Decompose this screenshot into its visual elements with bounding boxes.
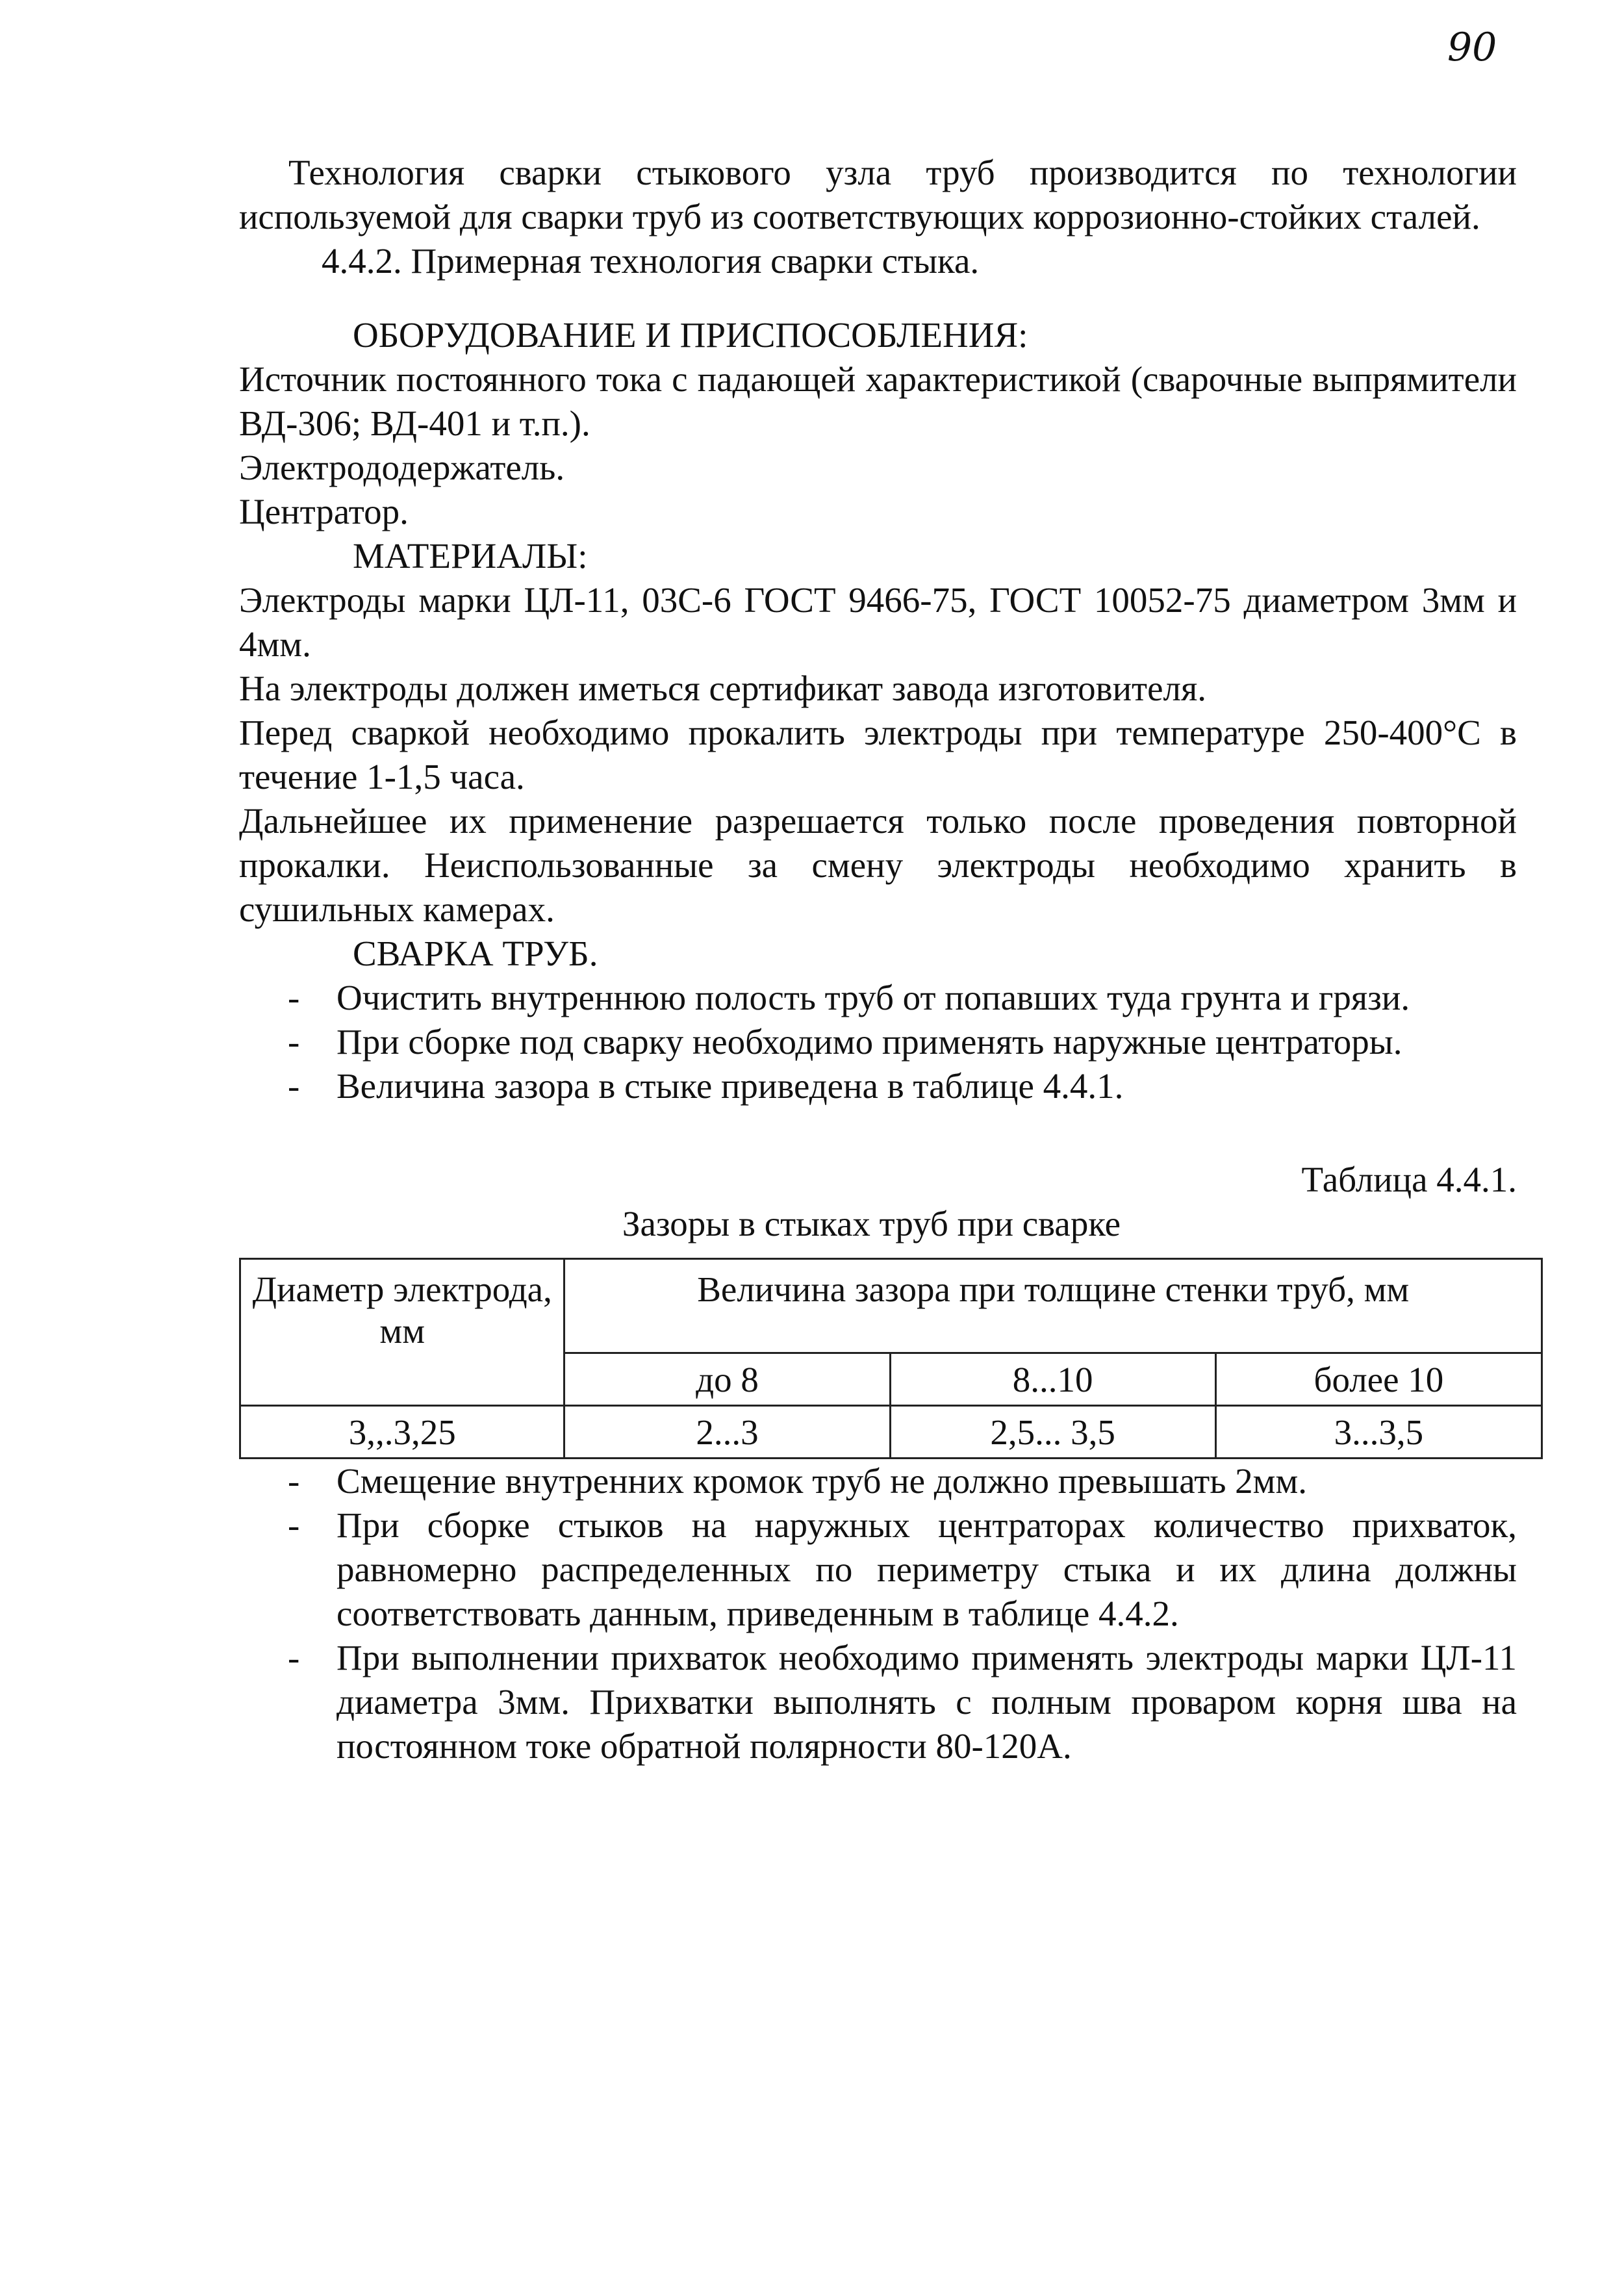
list-item-text: Смещение внутренних кромок труб не должно превышать 2мм.	[336, 1461, 1308, 1501]
subheader-cell: до 8	[565, 1353, 890, 1406]
subheader-cell: более 10	[1215, 1353, 1542, 1406]
materials-heading: МАТЕРИАЛЫ:	[353, 536, 588, 576]
welding-list-before	[239, 976, 1517, 1108]
list-item	[239, 976, 1517, 1020]
subheader-cell: 8...10	[890, 1353, 1215, 1406]
list-item	[239, 1064, 1517, 1108]
table-header-row	[240, 1259, 1542, 1353]
equipment-item: Центратор.	[239, 492, 409, 531]
table-caption	[239, 1158, 1517, 1246]
table-cell: 2,5... 3,5	[890, 1406, 1215, 1459]
table-row	[240, 1406, 1542, 1459]
list-item	[239, 1503, 1517, 1636]
table-cell: 3...3,5	[1215, 1406, 1542, 1459]
list-item	[239, 1459, 1517, 1503]
welding-list-after	[239, 1459, 1517, 1768]
section-title: 4.4.2. Примерная технология сварки стыка.	[322, 241, 980, 281]
dash-mark: -	[288, 1461, 300, 1501]
dash-mark: -	[288, 1066, 300, 1106]
materials-item: Дальнейшее их применение разрешается только после проведения повторной прокалки. Неиспользованные за смену электроды необходимо хранить в сушильных камерах.	[239, 801, 1517, 929]
list-item-text: Очистить внутреннюю полость труб от попавших туда грунта и грязи.	[336, 978, 1410, 1017]
equipment-item: Источник постоянного тока с падающей характеристикой (сварочные выпрямители ВД-306; ВД-401 и т.п.).	[239, 359, 1517, 443]
materials-item: На электроды должен иметься сертификат завода изготовителя.	[239, 669, 1207, 708]
equipment-item: Электрододержатель.	[239, 448, 565, 487]
header-gap-group: Величина зазора при толщине стенки труб, мм	[565, 1259, 1542, 1353]
list-item	[239, 1020, 1517, 1064]
table-title: Зазоры в стыках труб при сварке	[622, 1204, 1121, 1243]
page-number: 90	[1447, 25, 1497, 70]
welding-heading: СВАРКА ТРУБ.	[353, 934, 598, 973]
document-body	[239, 151, 1517, 1768]
materials-item: Электроды марки ЦЛ-11, 03С-6 ГОСТ 9466-75, ГОСТ 10052-75 диаметром 3мм и 4мм.	[239, 580, 1517, 664]
materials-item: Перед сваркой необходимо прокалить электроды при температуре 250-400°С в течение 1-1,5 часа.	[239, 713, 1517, 796]
dash-mark: -	[288, 1505, 300, 1545]
list-item-text: При выполнении прихваток необходимо применять электроды марки ЦЛ-11 диаметра 3мм. Прихватки выполнять с полным проваром корня шва на постоянном токе обратной полярности 80-120А.	[336, 1638, 1517, 1766]
table-cell: 2...3	[565, 1406, 890, 1459]
list-item-text: При сборке под сварку необходимо применять наружные центраторы.	[336, 1022, 1402, 1062]
intro-paragraph: Технология сварки стыкового узла труб производится по технологии используемой для сварки труб из соответствующих коррозионно-стойких сталей.	[239, 153, 1517, 236]
list-item-text: Величина зазора в стыке приведена в таблице 4.4.1.	[336, 1066, 1124, 1106]
list-item	[239, 1636, 1517, 1768]
equipment-heading: ОБОРУДОВАНИЕ И ПРИСПОСОБЛЕНИЯ:	[353, 315, 1028, 355]
header-diameter: Диаметр электрода, мм	[240, 1259, 565, 1406]
dash-mark: -	[288, 1022, 300, 1062]
gap-table	[239, 1258, 1543, 1459]
dash-mark: -	[288, 1638, 300, 1677]
dash-mark: -	[288, 978, 300, 1017]
list-item-text: При сборке стыков на наружных центраторах количество прихваток, равномерно распределенных по периметру стыка и их длина должны соответствовать данным, приведенным в таблице 4.4.2.	[336, 1505, 1517, 1633]
table-number: Таблица 4.4.1.	[1301, 1160, 1517, 1199]
table-cell-diameter: 3,,.3,25	[240, 1406, 565, 1459]
